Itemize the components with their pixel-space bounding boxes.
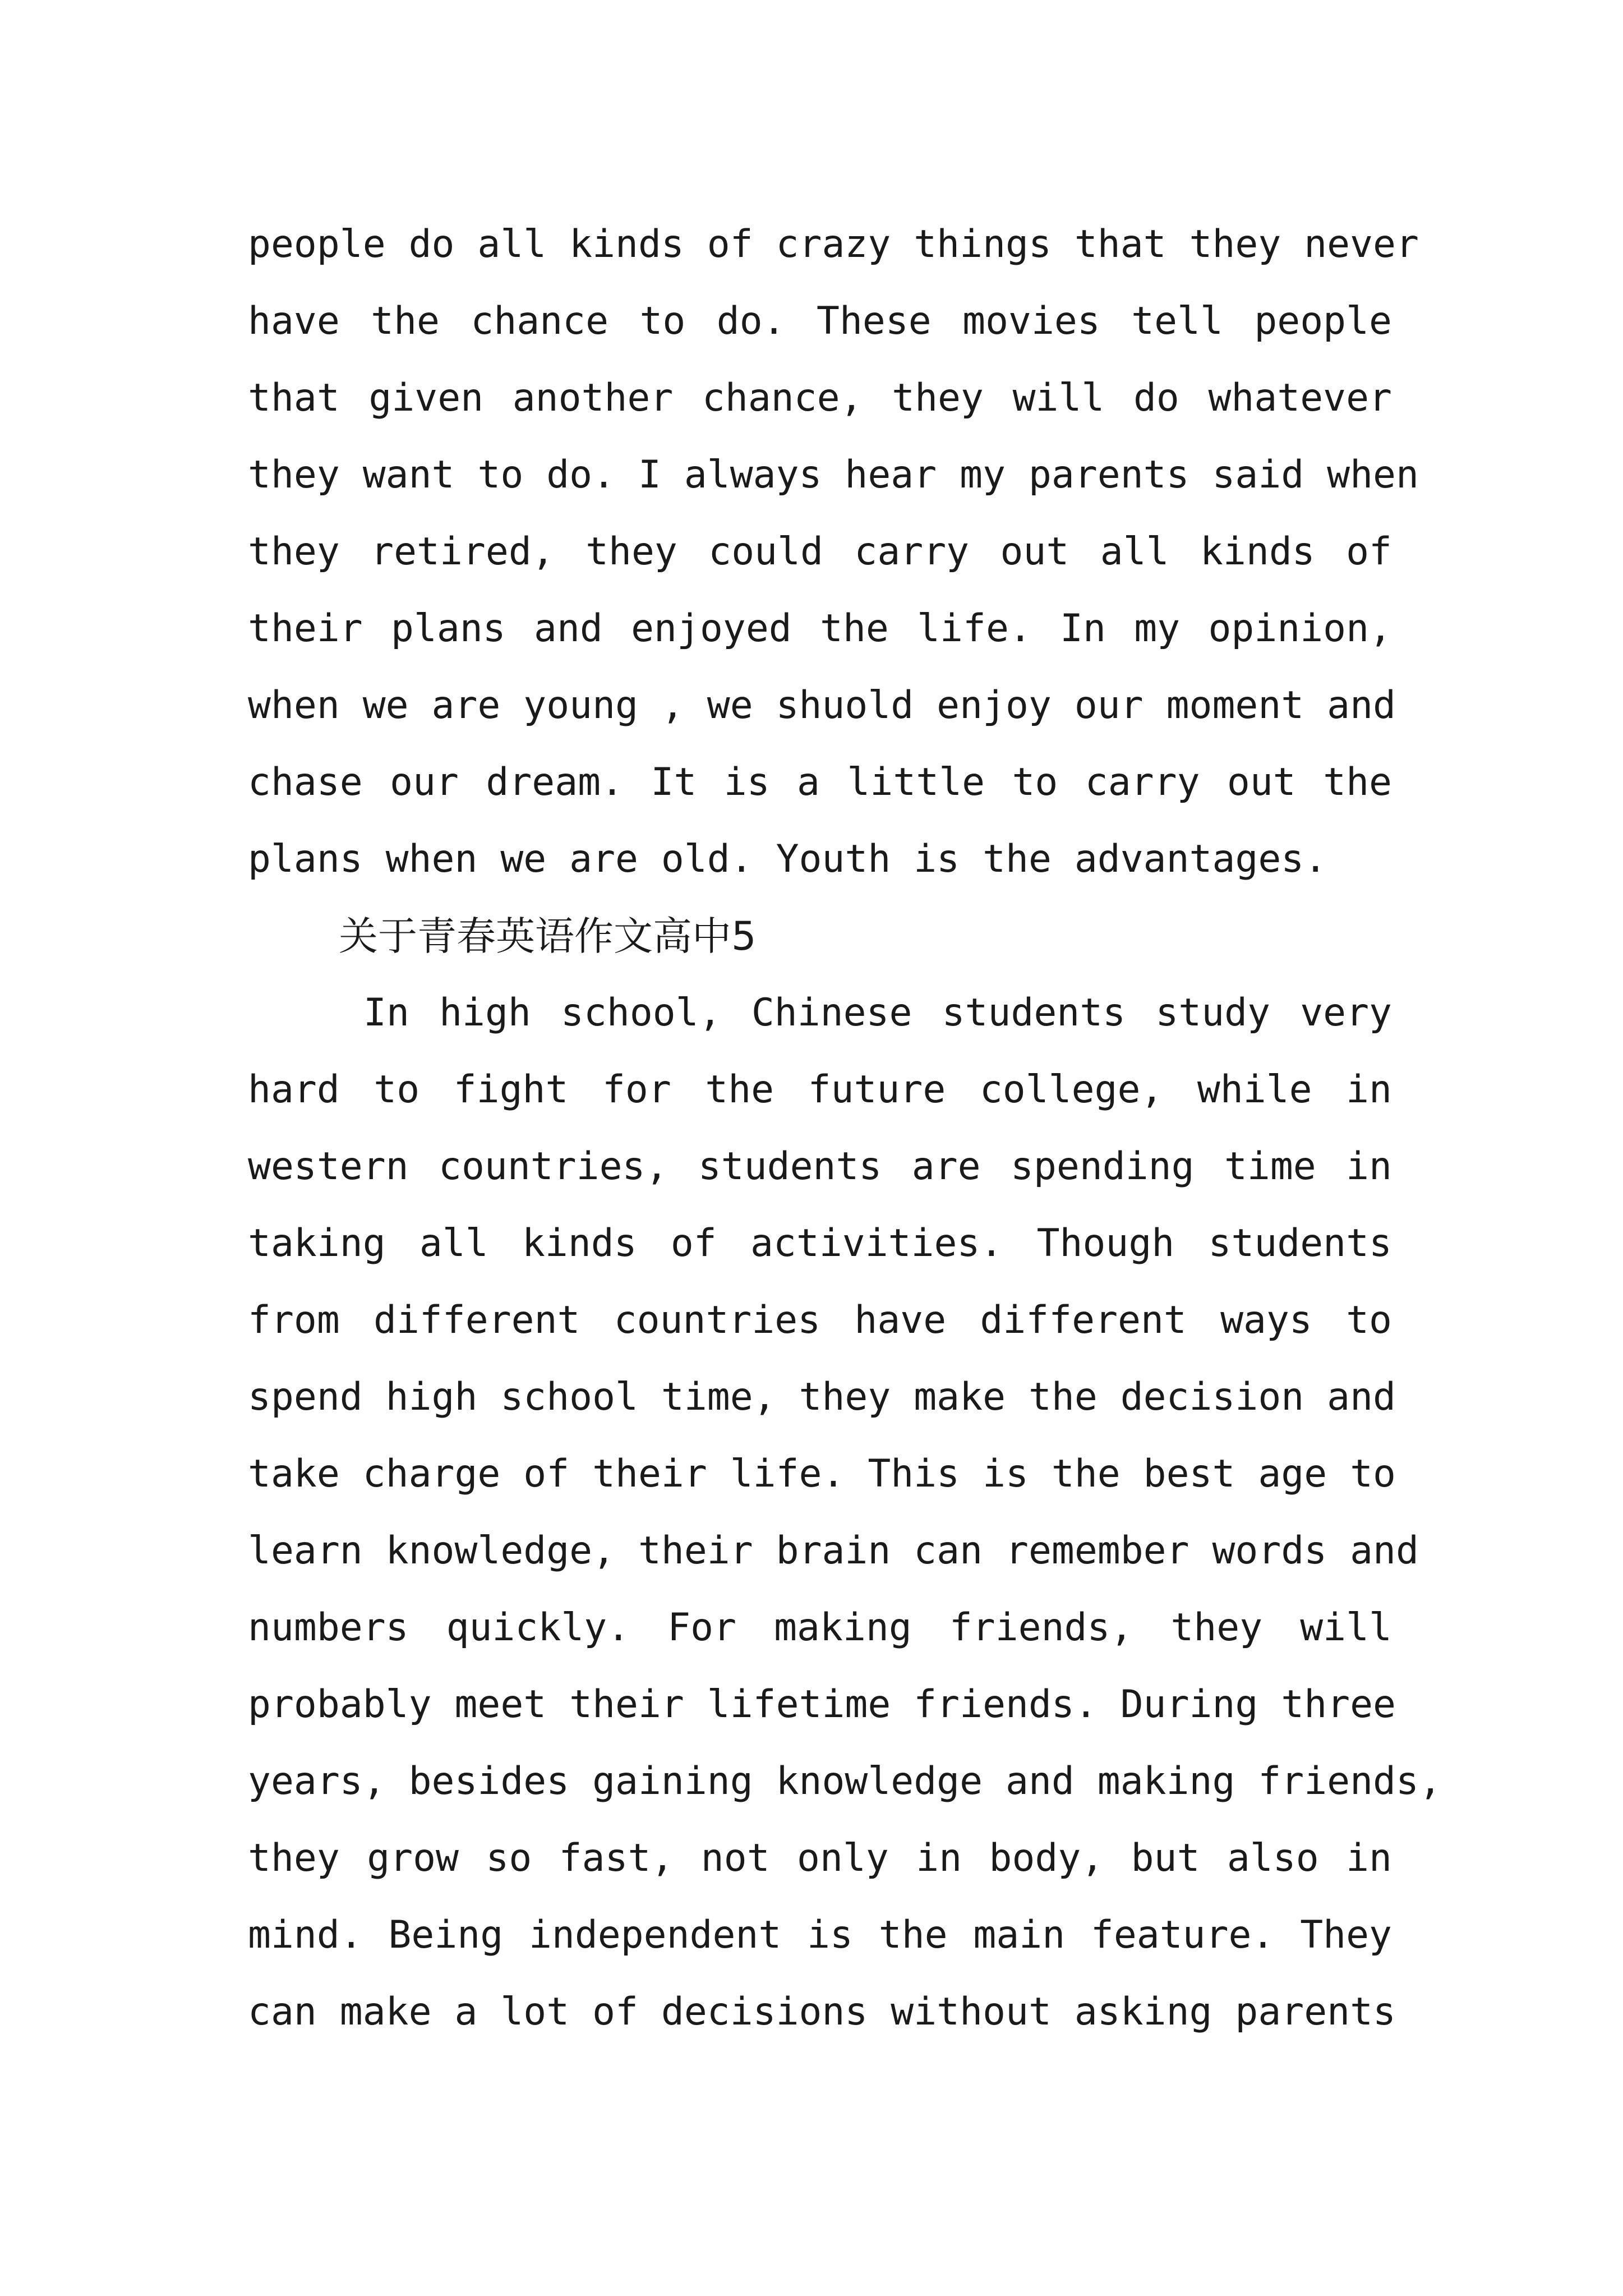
text-line: from different countries have different ways to: [248, 1298, 1392, 1342]
text-line: In high school, Chinese students study very: [363, 991, 1392, 1035]
text-line: numbers quickly. For making friends, they will: [248, 1605, 1392, 1650]
text-line: they retired, they could carry out all kinds of: [248, 530, 1392, 574]
text-line: mind. Being independent is the main feature. They: [248, 1913, 1392, 1957]
text-line: have the chance to do. These movies tell people: [248, 299, 1392, 343]
text-line: plans when we are old. Youth is the advantages.: [248, 837, 1327, 881]
text-line: their plans and enjoyed the life. In my opinion,: [248, 606, 1392, 651]
text-line: probably meet their lifetime friends. During three: [248, 1682, 1396, 1727]
text-line: when we are young , we shuold enjoy our moment and: [248, 683, 1396, 728]
text-line: taking all kinds of activities. Though students: [248, 1221, 1392, 1266]
text-line: people do all kinds of crazy things that they never: [248, 222, 1419, 266]
text-line: hard to fight for the future college, while in: [248, 1068, 1392, 1112]
text-line: chase our dream. It is a little to carry out the: [248, 760, 1392, 804]
text-line: years, besides gaining knowledge and making friends,: [248, 1759, 1442, 1803]
section-heading: 关于青春英语作文高中5: [339, 913, 757, 959]
text-line: that given another chance, they will do whatever: [248, 376, 1392, 420]
text-line: learn knowledge, their brain can remember words and: [248, 1529, 1419, 1573]
text-line: western countries, students are spending time in: [248, 1144, 1392, 1189]
text-line: can make a lot of decisions without asking parents: [248, 1990, 1396, 2034]
text-line: take charge of their life. This is the best age to: [248, 1452, 1396, 1496]
text-line: they want to do. I always hear my parents said when: [248, 453, 1419, 497]
text-line: they grow so fast, not only in body, but also in: [248, 1836, 1392, 1880]
text-line: spend high school time, they make the decision and: [248, 1375, 1396, 1419]
